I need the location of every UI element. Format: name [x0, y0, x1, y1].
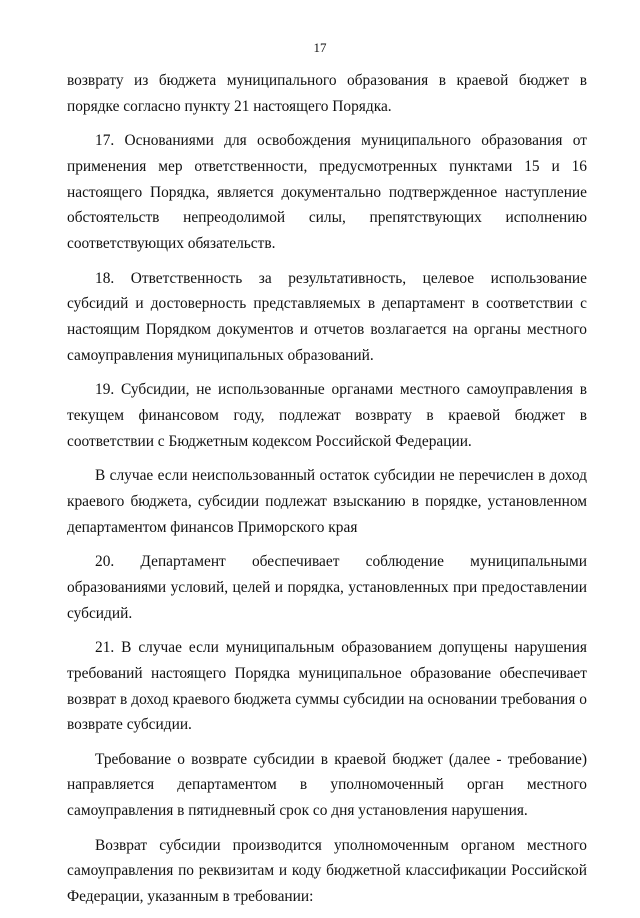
paragraph-19: 19. Субсидии, не использованные органами местного самоуправления в текущем финансовом году, подлежат возврату в краевой бюджет в соответствии с Бюджетным кодексом Российской Федерации. [67, 381, 587, 450]
paragraph-21-requirement: Требование о возврате субсидии в краевой бюджет (далее - требование) направляется департаментом в уполномоченный орган местного самоуправления в пятидневный срок со дня установления нарушения. [67, 750, 587, 820]
paragraph-18: 18. Ответственность за результативность, целевое использование субсидий и достоверность представляемых в департамент в соответствии с настоящим Порядком документов и отчетов возлагается на органы местного самоуправления муниципальных образований. [67, 269, 587, 364]
document-body [67, 68, 587, 918]
paragraph-20: 20. Департамент обеспечивает соблюдение муниципальными образованиями условий, целей и порядка, установленных при предоставлении субсидий. [67, 553, 587, 622]
paragraph-21-refund: Возврат субсидии производится уполномоченным органом местного самоуправления по реквизитам и коду бюджетной классификации Российской Федерации, указанным в требовании: [67, 836, 587, 906]
page-number: 17 [313, 40, 327, 55]
paragraph-continuation: возврату из бюджета муниципального образования в краевой бюджет в порядке согласно пункту 21 настоящего Порядка. [67, 72, 587, 115]
paragraph-19-unused-remainder: В случае если неиспользованный остаток субсидии не перечислен в доход краевого бюджета, субсидии подлежат взысканию в порядке, установленном департаментом финансов Приморского края [67, 467, 587, 536]
paragraph-17: 17. Основаниями для освобождения муниципального образования от применения мер ответственности, предусмотренных пунктами 15 и 16 настоящего Порядка, является документально подтвержденное наступление обстоятельств непреодолимой силы, препятствующих исполнению соответствующих обязательств. [67, 132, 587, 253]
paragraph-21: 21. В случае если муниципальным образованием допущены нарушения требований настоящего Порядка муниципальное образование обеспечивает возврат в доход краевого бюджета суммы субсидии на основании требования о возврате субсидии. [67, 638, 587, 734]
